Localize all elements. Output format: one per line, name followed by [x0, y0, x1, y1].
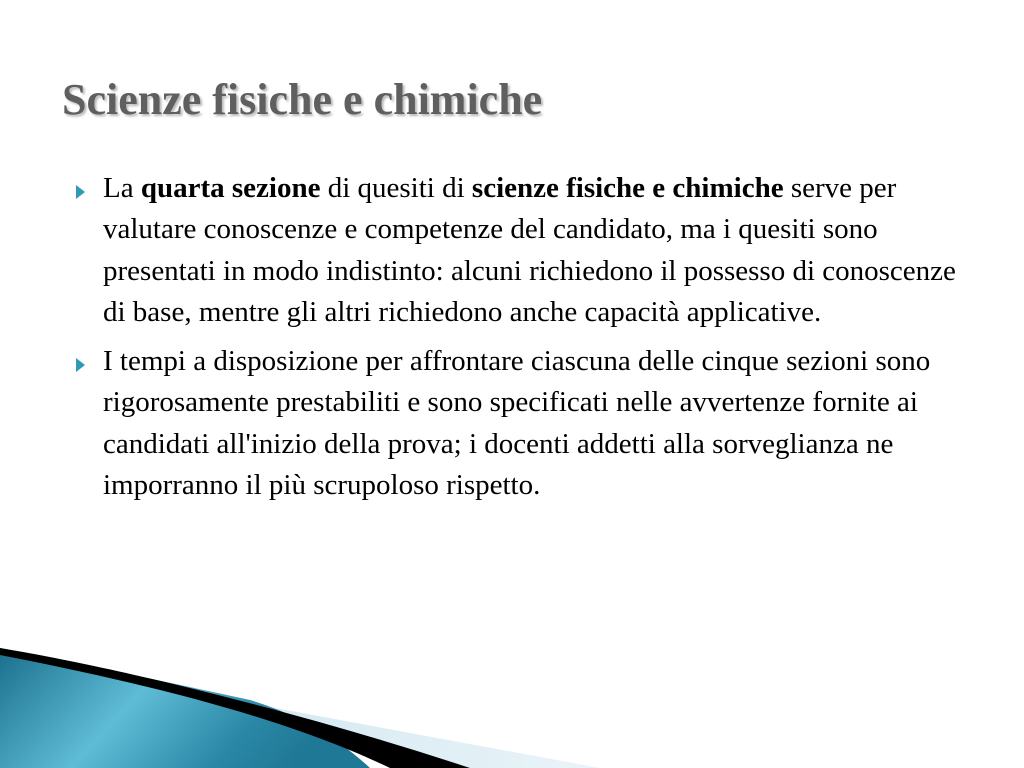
pale-wave: [150, 685, 600, 768]
black-swoosh: [0, 648, 470, 768]
bullet-item: [76, 341, 966, 506]
bullet-text: di quesiti di: [320, 172, 472, 204]
bullet-bold-text: scienze fisiche e chimiche: [471, 172, 784, 204]
bullet-item: [76, 168, 966, 333]
bullet-text: serve per valutare conoscenze e competenze del candidato, ma i quesiti sono presentati in modo indistinto: alcuni richiedono il possesso di conoscenze di base, mentre gli altri richiedono anche capacità applicative.: [103, 172, 956, 328]
bullet-list: [76, 168, 966, 514]
bullet-bold-text: quarta sezione: [140, 172, 321, 204]
triangle-bullet-icon: [76, 185, 85, 199]
bullet-text: La: [103, 172, 141, 204]
slide-title: Scienze fisiche e chimiche: [62, 75, 543, 124]
triangle-bullet-icon: [76, 358, 85, 372]
blue-wave: [0, 648, 370, 768]
bullet-text: I tempi a disposizione per affrontare ciascuna delle cinque sezioni sono rigorosamente prestabiliti e sono specificati nelle avvertenze fornite ai candidati all'inizio della prova; i docenti addetti alla sorveglianza ne imporranno il più scrupoloso rispetto.: [103, 345, 931, 502]
